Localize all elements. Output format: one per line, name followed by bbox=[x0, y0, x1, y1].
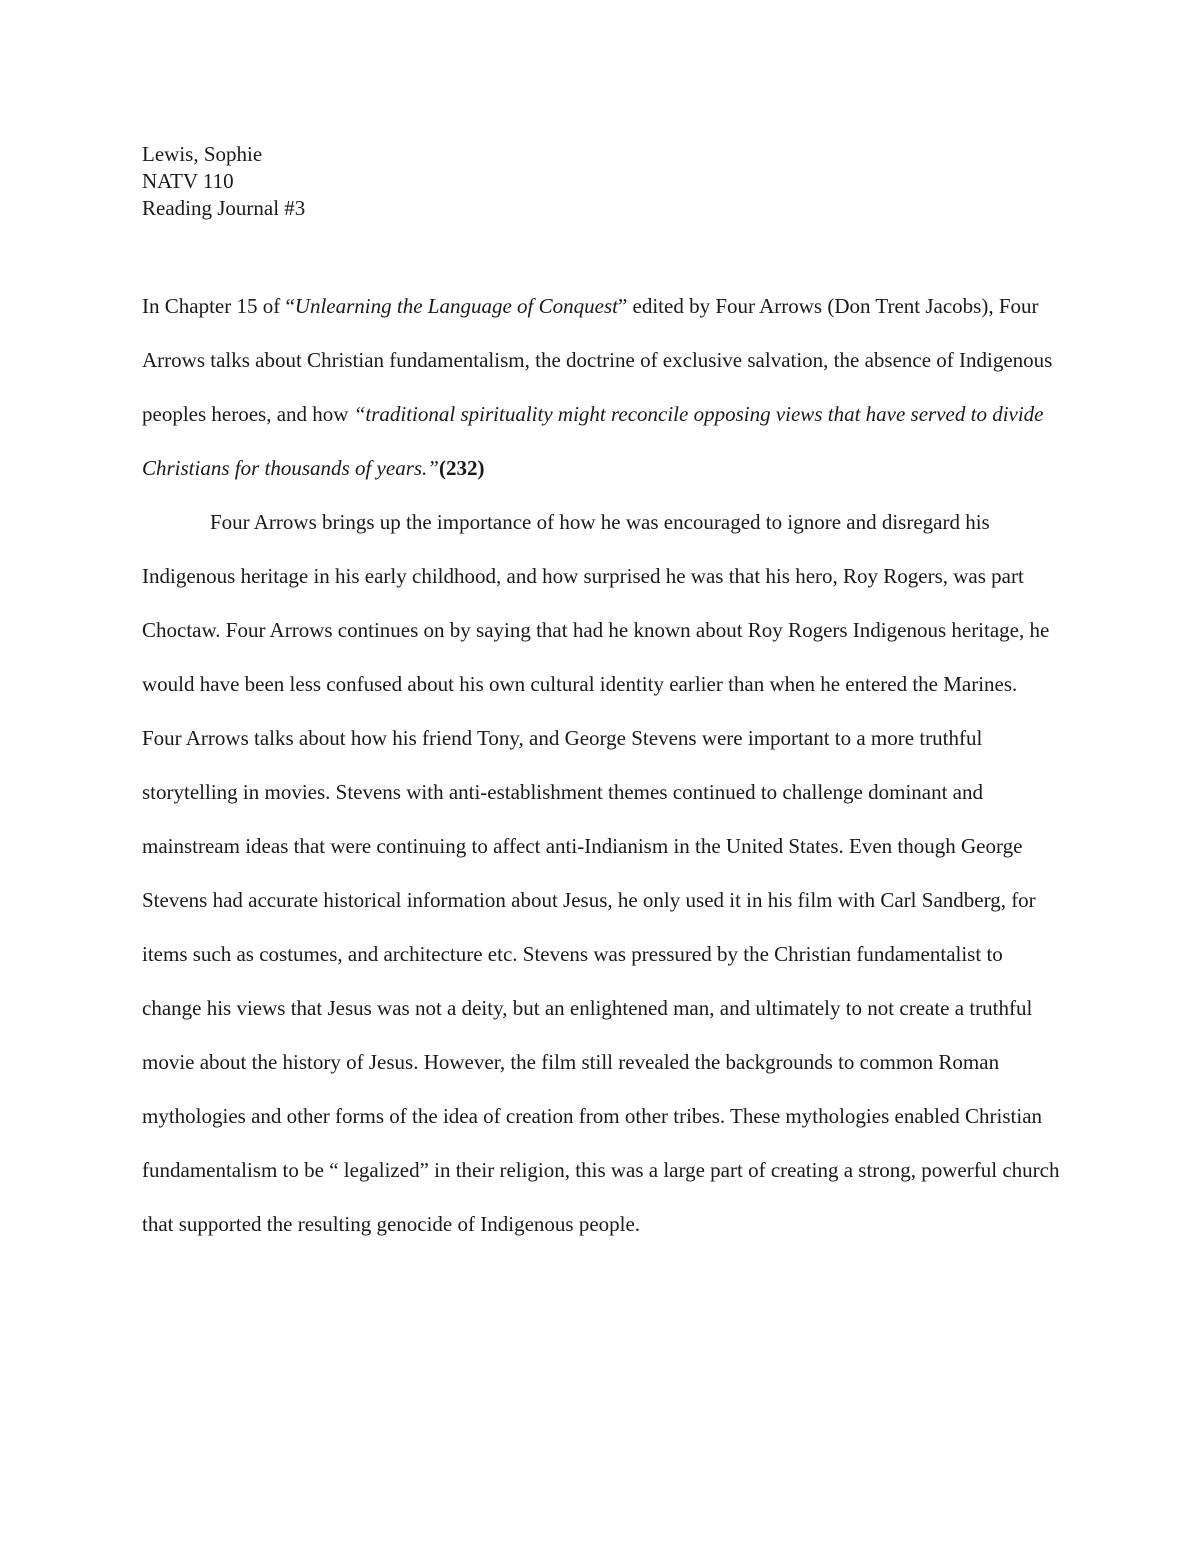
book-title: Unlearning the Language of Conquest bbox=[294, 294, 618, 318]
course-code: NATV 110 bbox=[142, 169, 234, 193]
intro-continuation: ” edited by Four Arrows (Don Trent Jacobs), Four Arrows talks about Christian fundamentalism, the doctrine of exclusive salvation, the absence of Indigenous peoples heroes, and how bbox=[142, 294, 1053, 426]
paragraph-intro bbox=[142, 279, 1062, 495]
assignment-title: Reading Journal #3 bbox=[142, 196, 306, 220]
author-name: Lewis, Sophie bbox=[142, 142, 263, 166]
intro-text: In Chapter 15 of “ bbox=[142, 294, 295, 318]
page-citation: (232) bbox=[438, 456, 485, 480]
quoted-passage: “traditional spirituality might reconcile opposing views that have served to divide Christians for thousands of years.” bbox=[142, 402, 1044, 480]
document-body bbox=[142, 141, 1062, 1251]
document-header bbox=[142, 141, 1062, 222]
paragraph-body: Four Arrows brings up the importance of how he was encouraged to ignore and disregard his Indigenous heritage in his early childhood, and how surprised he was that his hero, Roy Rogers, was part Choctaw. Four Arrows continues on by saying that had he known about Roy Rogers Indigenous heritage, he would have been less confused about his own cultural identity earlier than when he entered the Marines. Four Arrows talks about how his friend Tony, and George Stevens were important to a more truthful storytelling in movies. Stevens with anti-establishment themes continued to challenge dominant and mainstream ideas that were continuing to affect anti-Indianism in the United States. Even though George Stevens had accurate historical information about Jesus, he only used it in his film with Carl Sandberg, for items such as costumes, and architecture etc. Stevens was pressured by the Christian fundamentalist to change his views that Jesus was not a deity, but an enlightened man, and ultimately to not create a truthful movie about the history of Jesus. However, the film still revealed the backgrounds to common Roman mythologies and other forms of the idea of creation from other tribes. These mythologies enabled Christian fundamentalism to be “ legalized” in their religion, this was a large part of creating a strong, powerful church that supported the resulting genocide of Indigenous people. bbox=[142, 510, 1060, 1236]
